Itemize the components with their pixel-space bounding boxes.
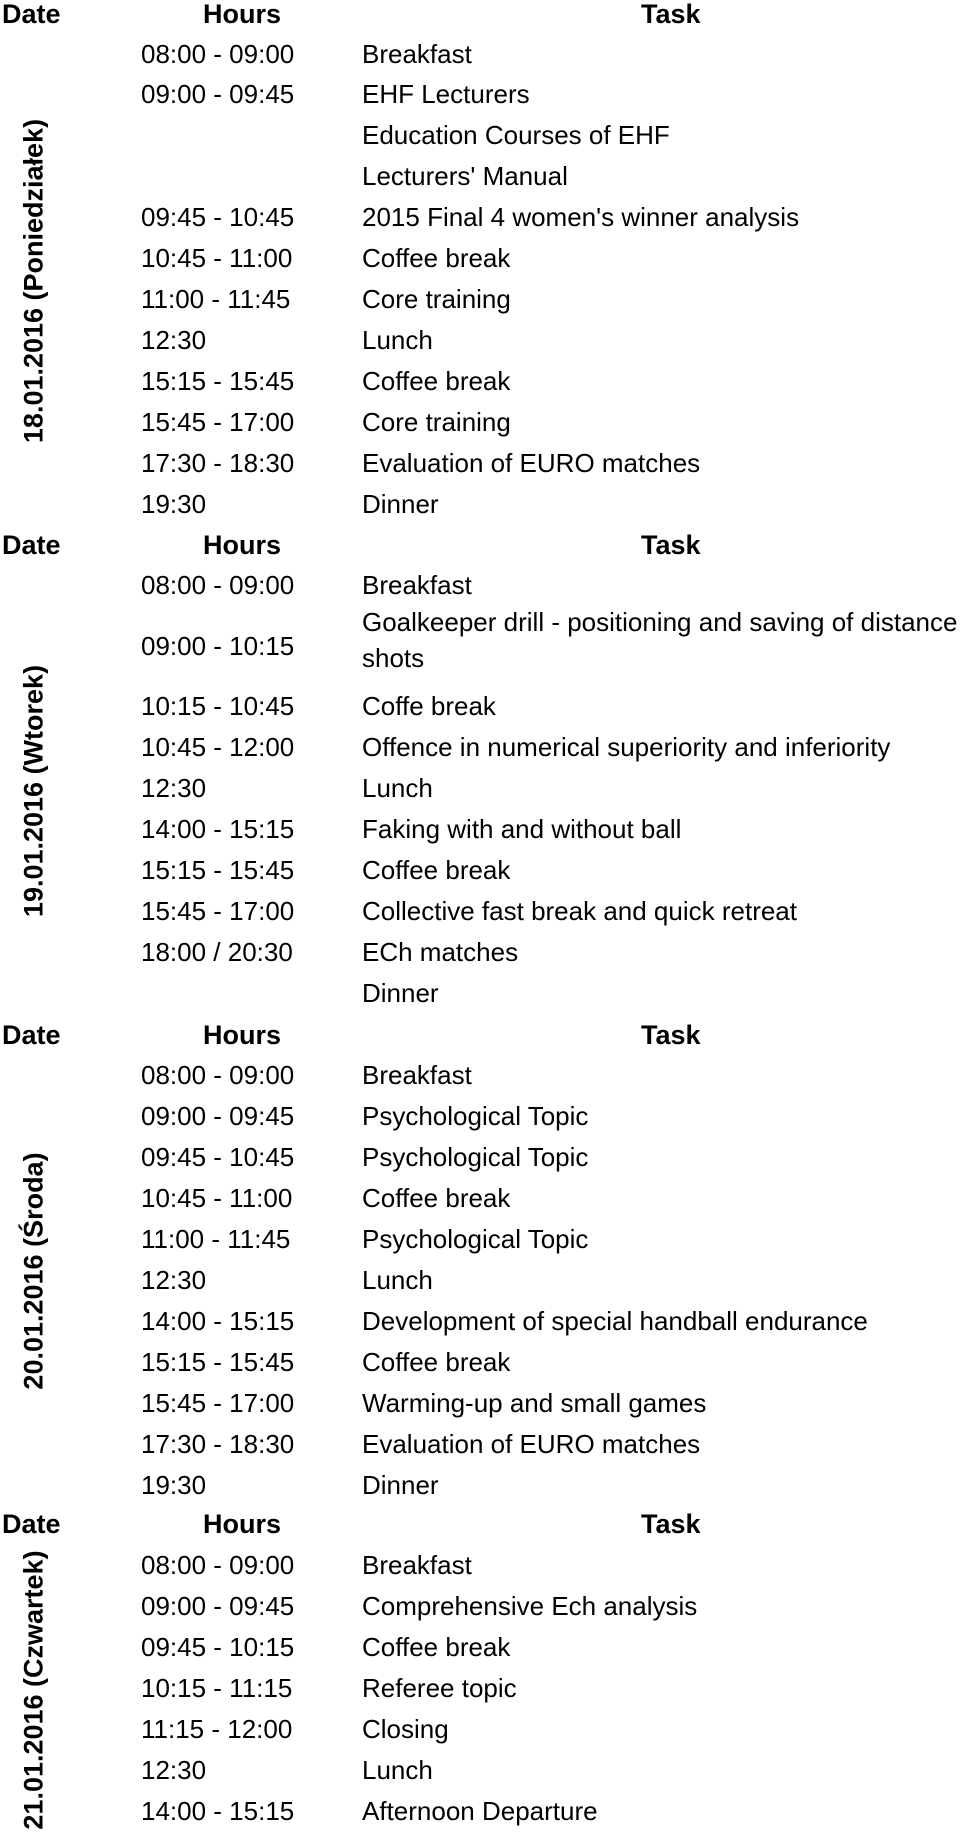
time-slot: 11:00 - 11:45: [141, 1224, 291, 1254]
time-slot: 09:45 - 10:15: [141, 1632, 295, 1662]
task-text: Coffee break: [362, 366, 511, 396]
task-text: Coffee break: [362, 855, 511, 885]
time-slot: 09:00 - 09:45: [141, 1591, 295, 1621]
time-slot: 11:00 - 11:45: [141, 284, 291, 314]
time-slot: 10:15 - 11:15: [141, 1673, 293, 1703]
task-text: Referee topic: [362, 1673, 517, 1703]
task-text: Dinner: [362, 1470, 439, 1500]
time-slot: 09:45 - 10:45: [141, 202, 295, 232]
time-slot: 10:15 - 10:45: [141, 691, 295, 721]
time-slot: 18:00 / 20:30: [141, 937, 293, 967]
task-text: Lunch: [362, 1265, 433, 1295]
day-date-label: 20.01.2016 (Środa): [18, 1152, 49, 1390]
task-text: Psychological Topic: [362, 1142, 589, 1172]
time-slot: 12:30: [141, 1755, 207, 1785]
time-slot: 09:00 - 09:45: [141, 79, 295, 109]
schedule-row: [0, 1348, 960, 1388]
task-text: Coffee break: [362, 243, 511, 273]
time-slot: 15:45 - 17:00: [141, 1388, 295, 1418]
time-slot: 11:15 - 12:00: [141, 1714, 293, 1744]
schedule-row: [0, 1551, 960, 1591]
day-date-label: 18.01.2016 (Poniedziałek): [18, 118, 49, 444]
time-slot: 17:30 - 18:30: [141, 448, 295, 478]
schedule-row: [0, 1471, 960, 1511]
schedule-row: [0, 607, 960, 692]
task-text: Breakfast: [362, 570, 472, 600]
task-text: Psychological Topic: [362, 1101, 589, 1131]
schedule-row: [0, 162, 960, 202]
task-text: ECh matches: [362, 937, 519, 967]
schedule-row: [0, 1674, 960, 1714]
task-text: Warming-up and small games: [362, 1388, 707, 1418]
schedule-row: [0, 897, 960, 937]
task-text: Psychological Topic: [362, 1224, 589, 1254]
task-text: Core training: [362, 407, 511, 437]
time-slot: 19:30: [141, 1470, 207, 1500]
time-slot: 15:15 - 15:45: [141, 366, 295, 396]
day-date-label: 21.01.2016 (Czwartek): [18, 1550, 49, 1830]
task-text: Evaluation of EURO matches: [362, 448, 701, 478]
schedule-row: [0, 285, 960, 325]
time-slot: 15:15 - 15:45: [141, 855, 295, 885]
task-text: Goalkeeper drill - positioning and saving of distance shots: [362, 607, 958, 673]
schedule-row: [0, 449, 960, 489]
time-slot: 08:00 - 09:00: [141, 1060, 295, 1090]
schedule-row: [0, 1225, 960, 1265]
task-text: Closing: [362, 1714, 449, 1744]
task-text: Breakfast: [362, 1550, 472, 1580]
schedule-row: [0, 326, 960, 366]
task-text: Lunch: [362, 1755, 433, 1785]
schedule-row: [0, 1389, 960, 1429]
time-slot: 10:45 - 11:00: [141, 1183, 293, 1213]
schedule-row: [0, 1756, 960, 1796]
task-text: Coffee break: [362, 1183, 511, 1213]
column-header-hours: Hours: [203, 1509, 282, 1539]
schedule-row: [0, 203, 960, 243]
schedule-row: [0, 367, 960, 407]
time-slot: 14:00 - 15:15: [141, 1306, 295, 1336]
task-text: Lecturers' Manual: [362, 161, 568, 191]
schedule-row: [0, 1633, 960, 1673]
task-text: Faking with and without ball: [362, 814, 682, 844]
task-text: Comprehensive Ech analysis: [362, 1591, 698, 1621]
schedule-row: [0, 815, 960, 855]
task-text: Breakfast: [362, 1060, 472, 1090]
task-text: Offence in numerical superiority and inferiority: [362, 732, 891, 762]
column-header-date: Date: [2, 0, 61, 29]
schedule-row: [0, 856, 960, 896]
time-slot: 10:45 - 12:00: [141, 732, 295, 762]
task-text: EHF Lecturers: [362, 79, 530, 109]
task-text: Breakfast: [362, 39, 472, 69]
schedule-row: [0, 1430, 960, 1470]
time-slot: 14:00 - 15:15: [141, 814, 295, 844]
task-text: Development of special handball endurance: [362, 1306, 868, 1336]
task-text: Evaluation of EURO matches: [362, 1429, 701, 1459]
task-text: Coffee break: [362, 1347, 511, 1377]
column-header-task: Task: [641, 1509, 701, 1539]
schedule-row: [0, 408, 960, 448]
schedule-row: [0, 1715, 960, 1755]
task-text: Collective fast break and quick retreat: [362, 896, 797, 926]
time-slot: 12:30: [141, 1265, 207, 1295]
task-text: Dinner: [362, 978, 439, 1008]
column-header-task: Task: [641, 1020, 701, 1050]
time-slot: 19:30: [141, 489, 207, 519]
column-header-date: Date: [2, 530, 61, 560]
task-text: Afternoon Departure: [362, 1796, 598, 1826]
schedule-row: [0, 1061, 960, 1101]
time-slot: 08:00 - 09:00: [141, 570, 295, 600]
time-slot: 09:00 - 09:45: [141, 1101, 295, 1131]
time-slot: 12:30: [141, 325, 207, 355]
schedule-row: [0, 244, 960, 284]
schedule-row: [0, 80, 960, 120]
day-date-label: 19.01.2016 (Wtorek): [18, 664, 49, 918]
column-header-hours: Hours: [203, 1020, 282, 1050]
task-text: Coffe break: [362, 691, 496, 721]
column-header-task: Task: [641, 0, 701, 29]
schedule-row: [0, 1797, 960, 1837]
schedule-row: [0, 1266, 960, 1306]
column-header-date: Date: [2, 1020, 61, 1050]
time-slot: 17:30 - 18:30: [141, 1429, 295, 1459]
task-text: Coffee break: [362, 1632, 511, 1662]
task-text: Core training: [362, 284, 511, 314]
column-header-date: Date: [2, 1509, 61, 1539]
time-slot: 12:30: [141, 773, 207, 803]
column-header-hours: Hours: [203, 530, 282, 560]
schedule-row: [0, 733, 960, 773]
time-slot: 10:45 - 11:00: [141, 243, 293, 273]
task-text: Lunch: [362, 773, 433, 803]
time-slot: 08:00 - 09:00: [141, 1550, 295, 1580]
time-slot: 08:00 - 09:00: [141, 39, 295, 69]
schedule-row: [0, 938, 960, 978]
task-text: Lunch: [362, 325, 433, 355]
schedule-row: [0, 692, 960, 732]
time-slot: 15:45 - 17:00: [141, 407, 295, 437]
column-header-task: Task: [641, 530, 701, 560]
schedule-row: [0, 490, 960, 530]
time-slot: 15:45 - 17:00: [141, 896, 295, 926]
schedule-row: [0, 1592, 960, 1632]
time-slot: 09:45 - 10:45: [141, 1142, 295, 1172]
schedule-row: [0, 1143, 960, 1183]
time-slot: 15:15 - 15:45: [141, 1347, 295, 1377]
time-slot: 09:00 - 10:15: [141, 631, 295, 661]
schedule-row: [0, 1184, 960, 1224]
task-text: Dinner: [362, 489, 439, 519]
schedule-row: [0, 1307, 960, 1347]
task-text: 2015 Final 4 women's winner analysis: [362, 202, 800, 232]
time-slot: 14:00 - 15:15: [141, 1796, 295, 1826]
schedule-row: [0, 1102, 960, 1142]
task-text: Education Courses of EHF: [362, 120, 670, 150]
column-header-hours: Hours: [203, 0, 282, 29]
schedule-row: [0, 774, 960, 814]
schedule-row: [0, 979, 960, 1019]
schedule-row: [0, 121, 960, 161]
